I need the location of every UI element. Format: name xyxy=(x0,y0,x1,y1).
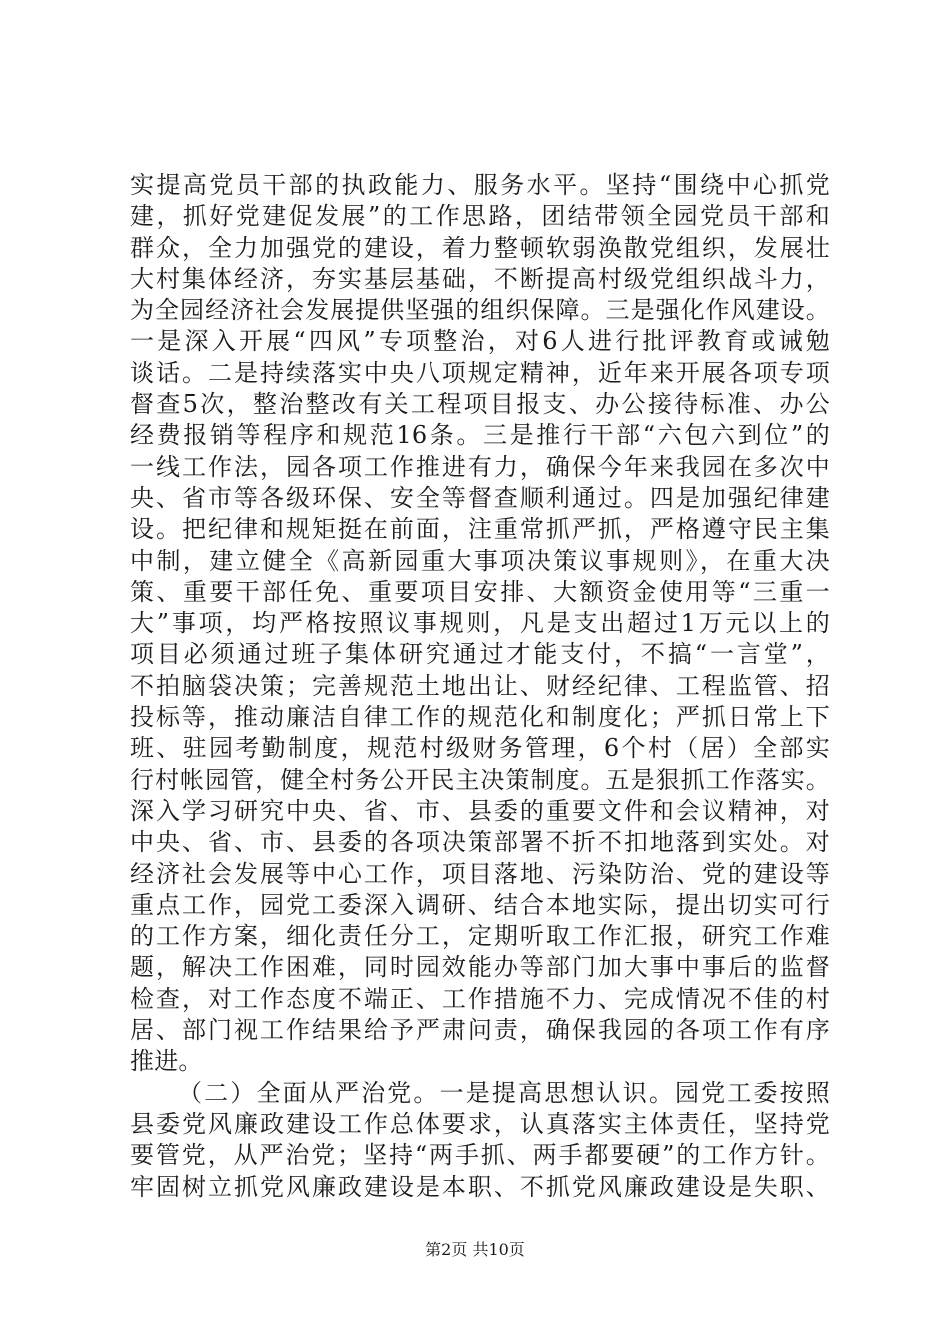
section-heading-line: （二）全面从严治党。一是提高思想认识。园党工委按照 xyxy=(178,1078,830,1107)
text-line: 建，抓好党建促发展”的工作思路，团结带领全园党员干部和 xyxy=(130,202,830,231)
text-line: 策、重要干部任免、重要项目安排、大额资金使用等“三重一 xyxy=(130,577,830,606)
text-line: 要管党，从严治党；坚持“两手抓、两手都要硬”的工作方针。 xyxy=(130,1141,830,1170)
text-line: 设。把纪律和规矩挺在前面，注重常抓严抓，严格遵守民主集 xyxy=(130,515,830,544)
text-line: 的工作方案，细化责任分工，定期听取工作汇报，研究工作难 xyxy=(130,922,830,951)
text-line: 一线工作法，园各项工作推进有力，确保今年来我园在多次中 xyxy=(130,452,830,481)
text-line: 为全园经济社会发展提供坚强的组织保障。三是强化作风建设。 xyxy=(130,296,830,325)
text-line: 题，解决工作困难，同时园效能办等部门加大事中事后的监督 xyxy=(130,953,830,982)
text-line: 经费报销等程序和规范16条。三是推行干部“六包六到位”的 xyxy=(130,421,830,450)
text-line: 大”事项，均严格按照议事规则，凡是支出超过1万元以上的 xyxy=(130,609,830,638)
text-line: 深入学习研究中央、省、市、县委的重要文件和会议精神，对 xyxy=(130,796,830,825)
paragraph-end-line: 推进。 xyxy=(130,1047,203,1076)
text-line: 项目必须通过班子集体研究通过才能支付，不搞“一言堂”， xyxy=(130,640,830,669)
text-line: 不拍脑袋决策；完善规范土地出让、财经纪律、工程监管、招 xyxy=(130,671,830,700)
text-line: 中央、省、市、县委的各项决策部署不折不扣地落到实处。对 xyxy=(130,828,830,857)
text-line: 经济社会发展等中心工作，项目落地、污染防治、党的建设等 xyxy=(130,859,830,888)
text-line: 一是深入开展“四风”专项整治，对6人进行批评教育或诫勉 xyxy=(130,327,830,356)
text-line: 谈话。二是持续落实中央八项规定精神，近年来开展各项专项 xyxy=(130,358,830,387)
text-line: 督查5次，整治整改有关工程项目报支、办公接待标准、办公 xyxy=(130,390,830,419)
text-line: 群众，全力加强党的建设，着力整顿软弱涣散党组织，发展壮 xyxy=(130,233,830,262)
text-line: 央、省市等各级环保、安全等督查顺利通过。四是加强纪律建 xyxy=(130,483,830,512)
text-line: 投标等，推动廉洁自律工作的规范化和制度化；严抓日常上下 xyxy=(130,703,830,732)
document-body xyxy=(130,170,830,1203)
text-line: 实提高党员干部的执政能力、服务水平。坚持“围绕中心抓党 xyxy=(130,171,830,199)
text-line: 重点工作，园党工委深入调研、结合本地实际，提出切实可行 xyxy=(130,890,830,919)
page-number-footer: 第2页 共10页 xyxy=(425,1240,525,1259)
text-line: 行村帐园管，健全村务公开民主决策制度。五是狠抓工作落实。 xyxy=(130,765,830,794)
text-line: 牢固树立抓党风廉政建设是本职、不抓党风廉政建设是失职、 xyxy=(130,1172,830,1201)
text-line: 县委党风廉政建设工作总体要求，认真落实主体责任，坚持党 xyxy=(130,1109,830,1138)
text-line: 班、驻园考勤制度，规范村级财务管理，6个村（居）全部实 xyxy=(130,734,830,763)
text-line: 居、部门视工作结果给予严肃问责，确保我园的各项工作有序 xyxy=(130,1016,830,1045)
text-line: 检查，对工作态度不端正、工作措施不力、完成情况不佳的村 xyxy=(130,984,830,1013)
text-line: 中制，建立健全《高新园重大事项决策议事规则》，在重大决 xyxy=(130,546,830,575)
text-line: 大村集体经济，夯实基层基础，不断提高村级党组织战斗力， xyxy=(130,264,830,293)
